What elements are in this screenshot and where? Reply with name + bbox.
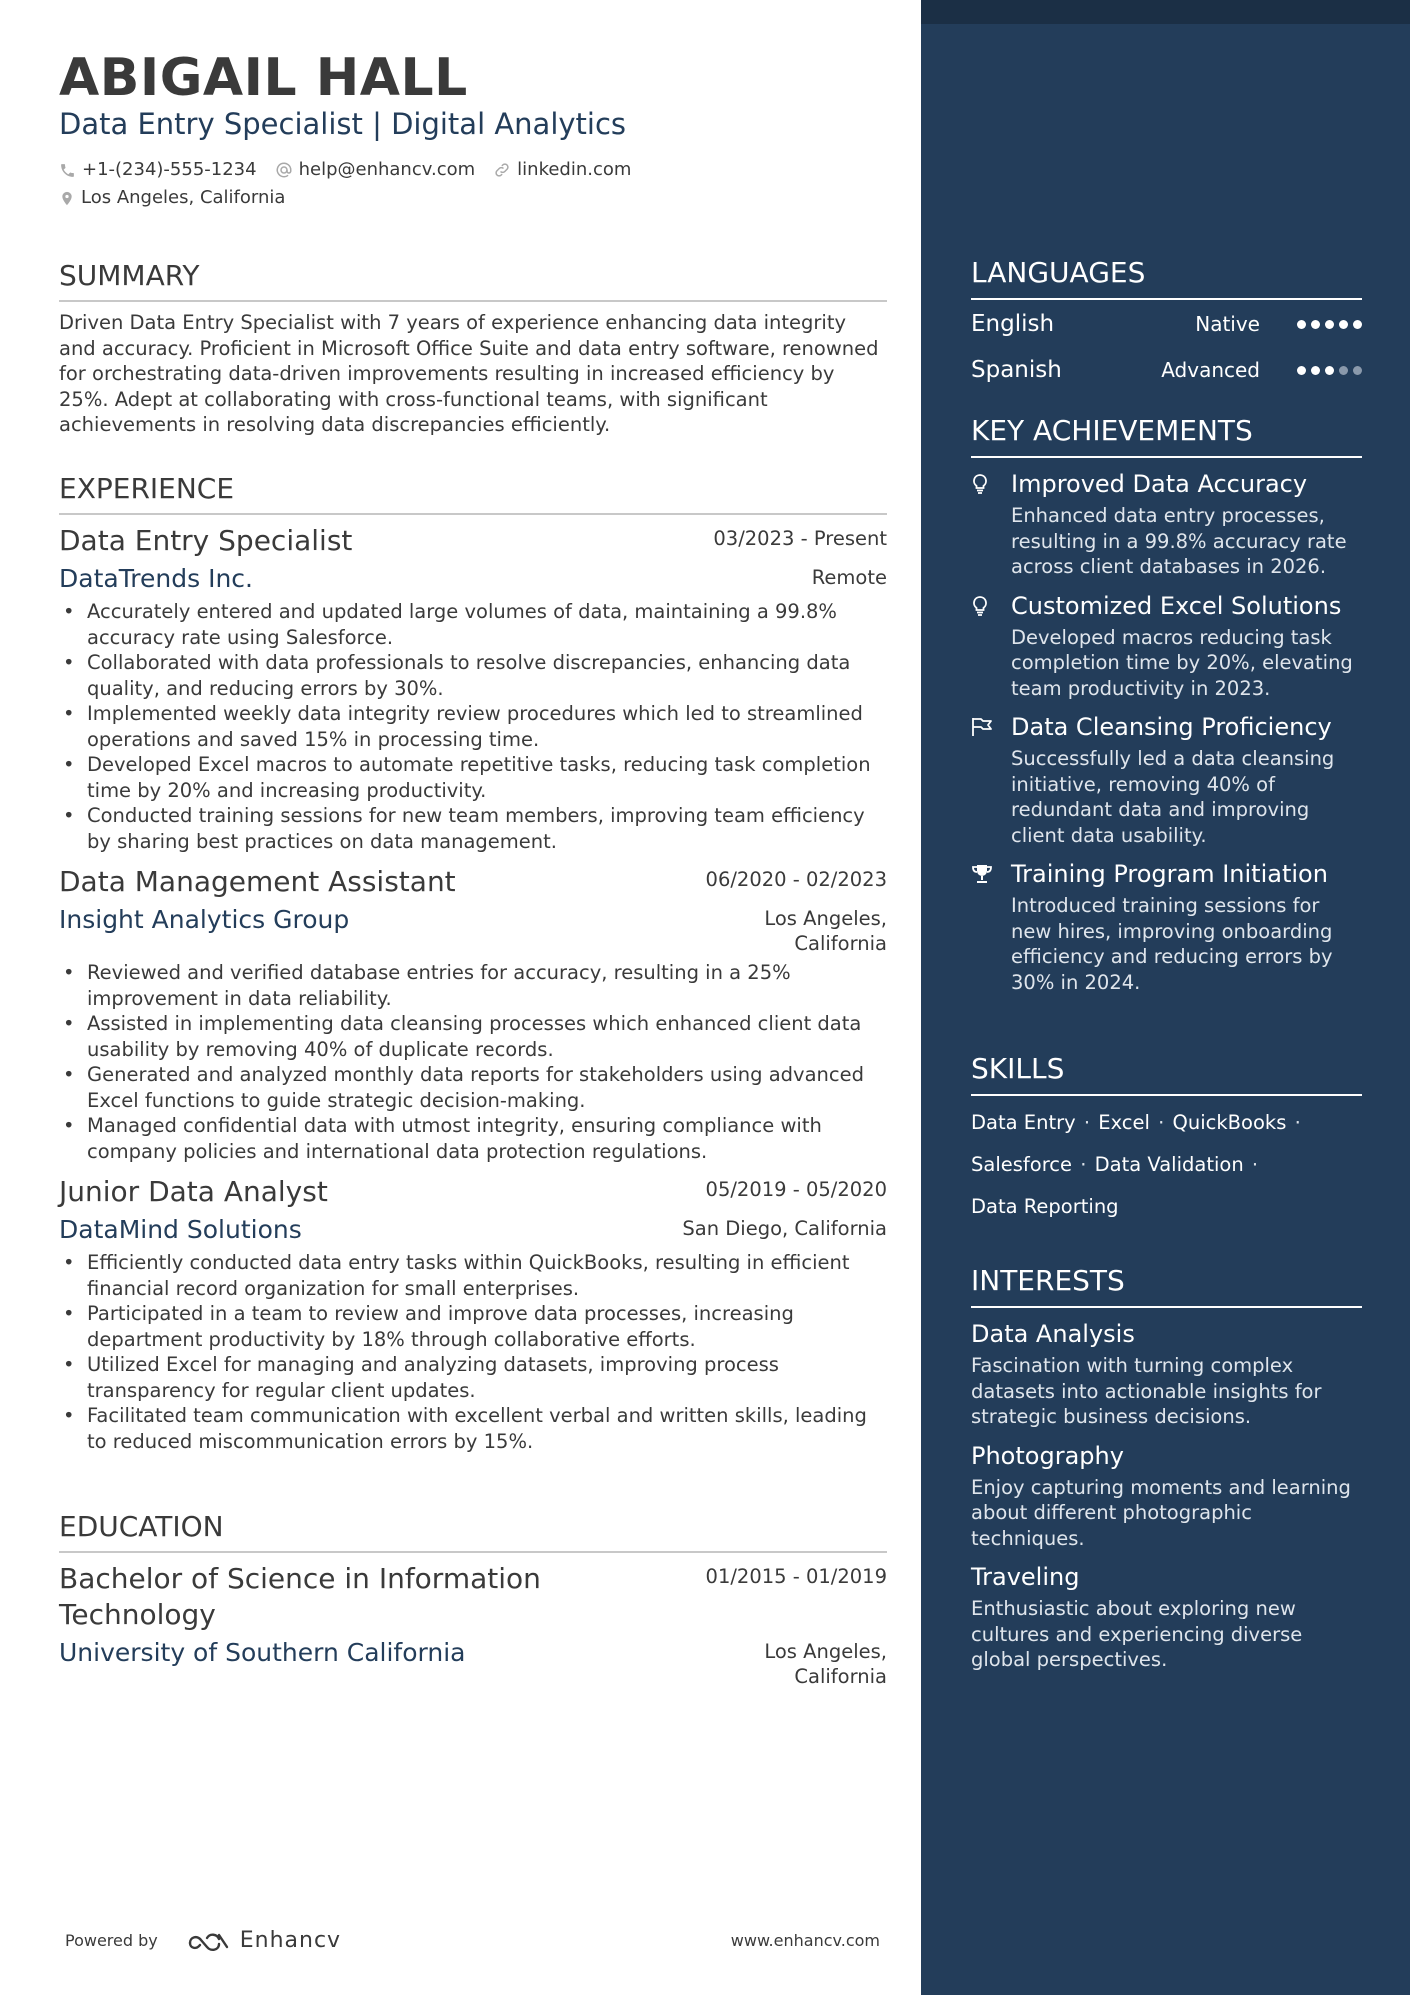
degree-line: Technology [59,1598,216,1631]
enhancv-logo-icon [186,1929,232,1953]
interest-desc: Enjoy capturing moments and learning about different photographic techniques. [971,1475,1351,1550]
job-entry [59,864,887,1164]
language-level: Advanced [1161,358,1260,382]
bullet-item: • Assisted in implementing data cleansing processes which enhanced client data usability by removing 40% of duplicate records. [59,1011,887,1062]
education-dates: 01/2015 - 01/2019 [705,1565,887,1588]
job-dates: 05/2019 - 05/2020 [705,1178,887,1201]
skill-tag: QuickBooks [1172,1111,1287,1134]
skill-tag: Data Reporting [971,1195,1119,1218]
achievement-title: Data Cleansing Proficiency [1011,713,1332,741]
skill-separator: · [1158,1111,1165,1134]
rating-dot-empty [1353,366,1362,375]
education-heading: EDUCATION [59,1510,887,1553]
job-entry [59,523,887,854]
bullet-item: • Utilized Excel for managing and analyzing datasets, improving process transparency for regular client updates. [59,1352,887,1403]
job-dates: 03/2023 - Present [713,527,887,550]
bullet-item: • Participated in a team to review and improve data processes, increasing department productivity by 18% through collaborative efforts. [59,1301,887,1352]
achievement-desc: Successfully led a data cleansing initiative, removing 40% of redundant data and improving client data usability. [1011,747,1335,847]
footer [65,1928,880,1953]
achievement-title: Training Program Initiation [1011,860,1328,888]
education-entry [59,1561,887,1689]
skill-line [971,1144,1362,1186]
job-title: Junior Data Analyst [59,1175,328,1208]
bullet-item: • Managed confidential data with utmost integrity, ensuring compliance with company policies and international data protection regulations. [59,1113,887,1164]
interest-item [971,1440,1362,1552]
trophy-icon [971,863,993,885]
rating-dot-filled [1297,320,1306,329]
achievement-item [971,590,1362,702]
bullet-item: • Facilitated team communication with excellent verbal and written skills, leading to reduced miscommunication errors by 15%. [59,1403,887,1454]
contact-linkedin[interactable] [493,158,631,182]
skill-separator: · [1080,1153,1087,1176]
skill-separator: · [1083,1111,1091,1134]
language-rating [1292,320,1362,329]
degree-title [59,1561,541,1633]
phone-text: +1-(234)-555-1234 [82,159,257,180]
school-name: University of Southern California [59,1638,466,1667]
rating-dot-filled [1339,320,1348,329]
company-name: DataMind Solutions [59,1215,302,1244]
interest-desc: Fascination with turning complex datasets into actionable insights for strategic business decisions. [971,1354,1322,1428]
bullet-item: • Reviewed and verified database entries for accuracy, resulting in a 25% improvement in data reliability. [59,960,887,1011]
languages-heading: LANGUAGES [971,256,1362,300]
skill-separator: · [1251,1153,1259,1176]
skill-tag: Data Validation [1094,1153,1244,1176]
language-name: English [971,311,1055,337]
language-row [971,348,1362,392]
rating-dot-filled [1311,320,1320,329]
experience-heading: EXPERIENCE [59,472,887,515]
job-dates: 06/2020 - 02/2023 [705,868,887,891]
candidate-title: Data Entry Specialist | Digital Analytics [59,107,627,141]
powered-by-label: Powered by [65,1931,158,1950]
company-name: DataTrends Inc. [59,564,253,593]
languages-section [971,256,1362,392]
skills-heading: SKILLS [971,1052,1362,1096]
interest-title: Photography [971,1441,1124,1470]
job-title: Data Entry Specialist [59,524,353,557]
language-rating [1292,366,1362,375]
school-location-line: Los Angeles, [764,1640,887,1663]
sidebar [921,0,1410,1995]
job-location [764,906,887,956]
experience-section [59,472,887,1454]
interests-section [971,1264,1362,1673]
brand-name: Enhancv [239,1928,342,1953]
achievement-title: Improved Data Accuracy [1011,470,1308,498]
phone-icon [59,162,76,179]
degree-line: Bachelor of Science in Information [59,1562,541,1595]
candidate-name: ABIGAIL HALL [59,48,468,108]
bullet-item: • Accurately entered and updated large volumes of data, maintaining a 99.8% accuracy rate using Salesforce. [59,599,887,650]
company-name: Insight Analytics Group [59,905,350,934]
rating-dot-empty [1339,366,1348,375]
skill-line [971,1102,1362,1144]
interest-item [971,1318,1362,1430]
bullet-item: • Efficiently conducted data entry tasks within QuickBooks, resulting in efficient financial record organization for small enterprises. [59,1250,887,1301]
achievement-desc: Developed macros reducing task completion time by 20%, elevating team productivity in 2023. [1011,625,1353,700]
language-level: Native [1195,312,1260,336]
achievement-desc: Enhanced data entry processes, resulting in a 99.8% accuracy rate across client databases in 2026. [1011,504,1347,578]
job-bullets [59,1250,887,1454]
summary-text: Driven Data Entry Specialist with 7 years of experience enhancing data integrity and accuracy. Proficient in Microsoft Office Suite and data entry software, renowned for orchestrating data-driven improvements resulting in increased efficiency by 25%. Adept at collaborating with cross-functional teams, with significant achievements in resolving data discrepancies efficiently. [59,311,879,436]
achievements-heading: KEY ACHIEVEMENTS [971,414,1362,458]
skill-separator: · [1294,1111,1301,1134]
rating-dot-filled [1325,366,1334,375]
skill-tag: Data Entry [971,1111,1076,1134]
rating-dot-filled [1297,366,1306,375]
email-text: help@enhancv.com [298,159,476,180]
skill-tag: Excel [1098,1111,1150,1134]
achievement-item [971,711,1362,848]
job-location-line: Los Angeles, [764,907,887,930]
achievement-title: Customized Excel Solutions [1011,591,1342,620]
at-icon [275,161,293,179]
contact-info [59,158,649,214]
skills-section [971,1052,1362,1228]
linkedin-text: linkedin.com [517,159,632,180]
job-entry [59,1174,887,1454]
job-location: San Diego, California [682,1217,887,1240]
achievements-section [971,414,1362,995]
interest-desc: Enthusiastic about exploring new cultures and experiencing diverse global perspectives. [971,1597,1303,1671]
school-location-line: California [794,1665,887,1688]
skill-line [971,1186,1362,1228]
bullet-item: • Generated and analyzed monthly data reports for stakeholders using advanced Excel functions to guide strategic decision-making. [59,1062,887,1113]
contact-location [59,186,285,210]
sidebar-top-band [921,0,1410,24]
bullet-item: • Developed Excel macros to automate repetitive tasks, reducing task completion time by 20% and increasing productivity. [59,752,887,803]
interest-title: Traveling [971,1563,1080,1591]
brand-logo[interactable] [186,1928,341,1953]
summary-heading: SUMMARY [59,259,887,302]
lightbulb-icon [971,473,989,495]
job-bullets [59,960,887,1164]
bullet-item: • Conducted training sessions for new team members, improving team efficiency by sharing best practices on data management. [59,803,887,854]
powered-by [65,1928,341,1953]
website-link[interactable]: www.enhancv.com [730,1931,880,1950]
interests-heading: INTERESTS [971,1264,1362,1308]
job-location-line: California [794,932,887,955]
bullet-item: • Collaborated with data professionals to resolve discrepancies, enhancing data quality, and reducing errors by 30%. [59,650,887,701]
contact-email[interactable] [275,158,476,182]
flag-icon [971,717,993,737]
skill-tag: Salesforce [971,1153,1073,1176]
bullet-item: • Implemented weekly data integrity review procedures which led to streamlined operations and saved 15% in processing time. [59,701,887,752]
rating-dot-filled [1311,366,1320,375]
education-section [59,1510,887,1689]
job-location: Remote [811,566,887,589]
language-row [971,302,1362,346]
location-text: Los Angeles, California [81,187,286,208]
rating-dot-filled [1353,320,1362,329]
location-pin-icon [59,189,75,208]
interest-item [971,1561,1362,1673]
link-icon [493,161,511,179]
contact-phone [59,158,257,182]
school-location [764,1639,887,1689]
lightbulb-icon [971,595,989,617]
language-name: Spanish [971,357,1062,383]
summary-section [59,259,887,438]
achievement-item [971,468,1362,580]
job-bullets [59,599,887,854]
achievement-desc: Introduced training sessions for new hires, improving onboarding efficiency and reducing errors by 30% in 2024. [1011,894,1333,994]
interest-title: Data Analysis [971,1320,1135,1348]
achievement-item [971,858,1362,995]
job-title: Data Management Assistant [59,865,456,898]
rating-dot-filled [1325,320,1334,329]
